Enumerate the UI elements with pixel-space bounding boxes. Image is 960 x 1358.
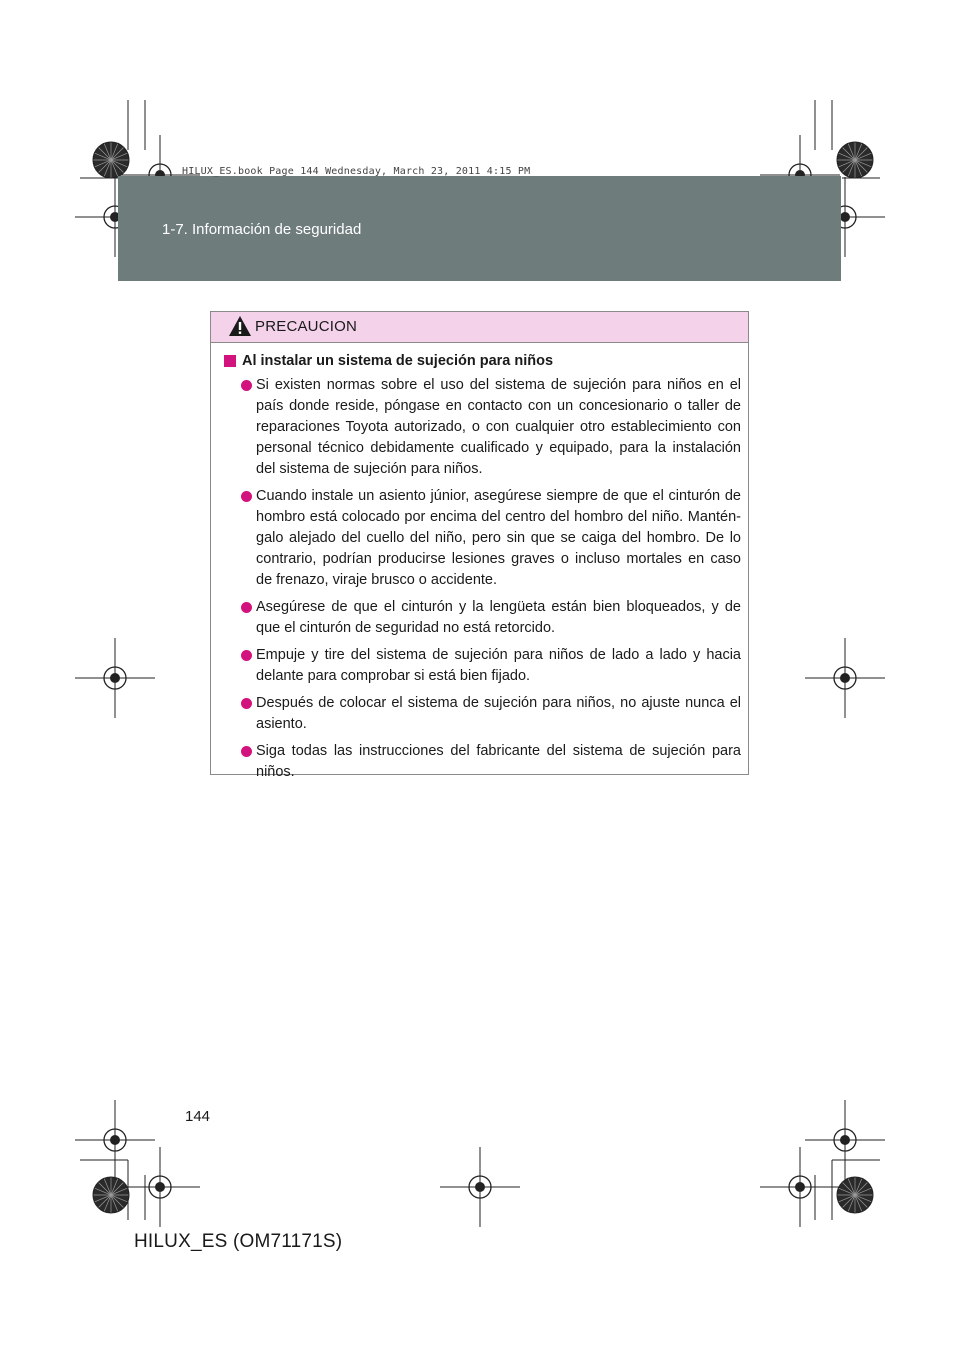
- list-item-text: Asegúrese de que el cinturón y la lengüeta están bien bloqueados, y de que el cinturón de seguridad no está retorcido.: [256, 599, 741, 636]
- footer-document-id: HILUX_ES (OM71171S): [134, 1231, 343, 1252]
- list-item-text: Si existen normas sobre el uso del sistema de sujeción para niños en el país donde reside, póngase en contacto con un concesionario o taller de reparaciones Toyota autorizado, o con cualquier otro establecimiento con personal técnico debidamente cualificado y equipado, para la instalación del sistema de sujeción para niños.: [256, 377, 741, 477]
- caution-header: [211, 312, 748, 343]
- section-title: 1-7. Información de seguridad: [162, 221, 362, 238]
- list-item: [241, 693, 741, 735]
- caution-list: [224, 375, 741, 783]
- list-item: [241, 597, 741, 639]
- circle-bullet-icon: [241, 491, 252, 502]
- list-item: [241, 486, 741, 591]
- caution-box: [210, 311, 749, 780]
- caution-heading-text: Al instalar un sistema de sujeción para niños: [242, 353, 554, 369]
- caution-body: [211, 343, 748, 783]
- list-item: [241, 645, 741, 687]
- circle-bullet-icon: [241, 380, 252, 391]
- caution-title: PRECAUCION: [255, 318, 358, 335]
- list-item-text: Empuje y tire del sistema de sujeción para niños de lado a lado y hacia delante para comprobar si está bien fijado.: [256, 647, 741, 684]
- circle-bullet-icon: [241, 746, 252, 757]
- list-item: [241, 741, 741, 783]
- print-info-stamp: HILUX_ES.book Page 144 Wednesday, March 23, 2011 4:15 PM: [182, 166, 531, 177]
- list-item-text: Cuando instale un asiento júnior, asegúrese siempre de que el cinturón de hombro está colocado por encima del centro del hombro del niño. Mantén-galo alejado del cuello del niño, pero sin que se caiga del hombro. De lo contrario, podrían producirse lesiones graves o incluso mortales en caso de frenazo, viraje brusco o accidente.: [256, 488, 741, 588]
- square-bullet-icon: [224, 355, 236, 367]
- circle-bullet-icon: [241, 698, 252, 709]
- circle-bullet-icon: [241, 602, 252, 613]
- caution-heading: [224, 353, 741, 369]
- list-item: [241, 375, 741, 480]
- warning-triangle-icon: [228, 315, 252, 337]
- list-item-text: Siga todas las instrucciones del fabricante del sistema de sujeción para niños.: [256, 743, 741, 780]
- page-number: 144: [185, 1108, 211, 1125]
- circle-bullet-icon: [241, 650, 252, 661]
- list-item-text: Después de colocar el sistema de sujeción para niños, no ajuste nunca el asiento.: [256, 695, 741, 732]
